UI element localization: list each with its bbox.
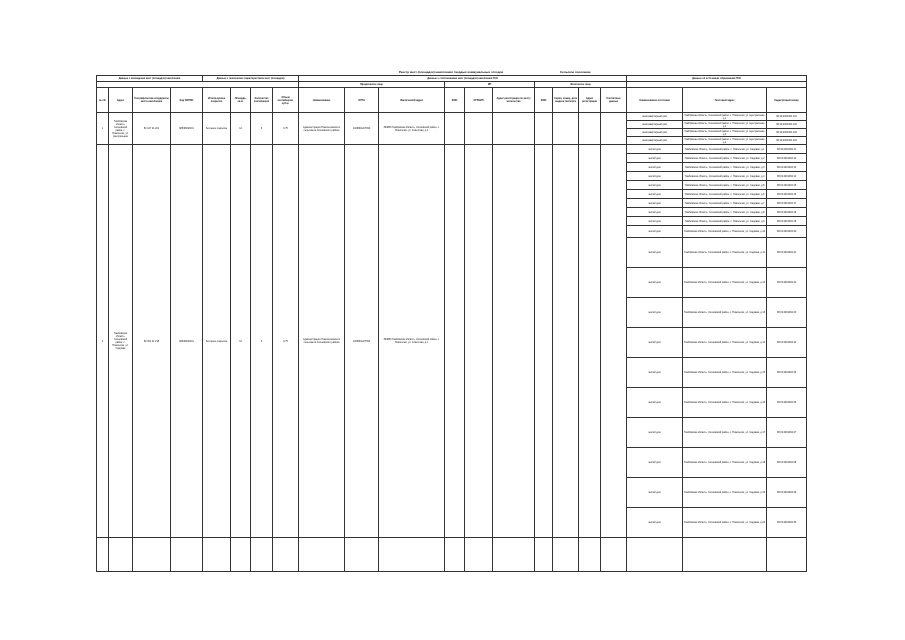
empty-cell	[553, 145, 579, 538]
source-cadastral: 68:19:2001002:18	[767, 208, 807, 217]
source-cadastral: 68:19:2001002:14	[767, 172, 807, 181]
source-name: жилой дом	[627, 199, 683, 208]
source-address: Тамбовская область, Сосновский район, с. Новоселки, ул. Садовая, д.7	[683, 199, 767, 208]
source-name: многоквартирный дом	[627, 129, 683, 137]
source-cadastral: 68:19:2001002:20	[767, 226, 807, 238]
table-row	[97, 113, 807, 121]
col-reg-address: Адрес регистрации по месту жительства	[493, 88, 535, 113]
table-row	[97, 145, 807, 154]
empty-cell	[465, 113, 493, 145]
source-cadastral: 68:19:2001002:26	[767, 388, 807, 418]
col-contacts: Контактные данные	[601, 88, 627, 113]
col-surface: Используемое покрытие	[203, 88, 231, 113]
col-containers: Количество контейнеров	[251, 88, 273, 113]
empty-cell	[601, 538, 627, 572]
col-volume: Объем контейнеров, куб.м.	[273, 88, 299, 113]
source-name: жилой дом	[627, 163, 683, 172]
col-passport: Серия, номер, дата выдачи паспорта	[553, 88, 579, 113]
empty-cell	[273, 538, 299, 572]
header-group-technical: Данные о технических характеристиках мест (площадок)	[203, 76, 299, 82]
site-name: Администрация Новоселковского сельсовета Сосновского района	[299, 113, 345, 145]
source-address: Тамбовская область, Сосновский район, с. Новоселки, ул. Садовая, д.16	[683, 388, 767, 418]
source-name: многоквартирный дом	[627, 121, 683, 129]
site-num: 1	[97, 113, 109, 145]
col-num: № п/п	[97, 88, 109, 113]
empty-cell	[683, 538, 767, 572]
source-address: Тамбовская область, Сосновский район, с. Новоселки, ул. Садовая, д.2	[683, 154, 767, 163]
col-legal-address: Фактический адрес	[379, 88, 445, 113]
empty-cell	[251, 538, 273, 572]
source-cadastral: 68:19:2001002:25	[767, 358, 807, 388]
empty-cell	[379, 538, 445, 572]
source-cadastral: 68:19:2001002:19	[767, 217, 807, 226]
col-name: Наименование	[299, 88, 345, 113]
col-area: Площадь, кв.м.	[231, 88, 251, 113]
source-name: жилой дом	[627, 181, 683, 190]
source-name: жилой дом	[627, 268, 683, 298]
source-name: жилой дом	[627, 154, 683, 163]
source-address: Тамбовская область, Сосновский район, с. Новоселки, ул. Садовая, д.9	[683, 217, 767, 226]
source-name: многоквартирный дом	[627, 137, 683, 145]
empty-cell	[203, 538, 231, 572]
empty-cell	[579, 113, 601, 145]
empty-cell	[133, 538, 171, 572]
site-surface: бетонное покрытие	[203, 113, 231, 145]
source-cadastral: 68:19:2001002:13	[767, 163, 807, 172]
site-address: Тамбовская область, Сосновский район, с. Новоселки, ул. Центральная	[109, 113, 133, 145]
source-address: Тамбовская область, Сосновский район, с. Новоселки, ул. Садовая, д.11	[683, 238, 767, 268]
col-coords: Географические координаты места накопления	[133, 88, 171, 113]
source-address: Тамбовская область, Сосновский район, с. Новоселки, ул. Садовая, д.10	[683, 226, 767, 238]
source-cadastral: 68:19:2001002:21	[767, 238, 807, 268]
source-cadastral: 68:19:2001002:29	[767, 478, 807, 508]
col-ogrn: ОГРН	[345, 88, 379, 113]
source-address: Тамбовская область, Сосновский район, с. Новоселки, ул. Садовая, д.18	[683, 448, 767, 478]
source-address: Тамбовская область, Сосновский район, с. Новоселки, ул. Центральная, д.4	[684, 137, 765, 144]
source-address: Тамбовская область, Сосновский район, с. Новоселки, ул. Садовая, д.1	[683, 145, 767, 154]
source-name: жилой дом	[627, 508, 683, 538]
empty-cell	[97, 538, 109, 572]
source-name: жилой дом	[627, 217, 683, 226]
header-group-owners: Данные о собственниках мест (площадок) накопления ТКО	[299, 76, 627, 82]
site-area: 12	[231, 113, 251, 145]
col-cadastral: Кадастровый номер	[767, 88, 807, 113]
source-address: Тамбовская область, Сосновский район, с. Новоселки, ул. Центральная, д.1	[684, 113, 765, 120]
source-cadastral: 68:19:2001002:27	[767, 418, 807, 448]
source-name: многоквартирный дом	[627, 113, 683, 121]
empty-cell	[299, 538, 345, 572]
source-address: Тамбовская область, Сосновский район, с. Новоселки, ул. Садовая, д.15	[683, 358, 767, 388]
source-cadastral: 68:19:2001001:104	[767, 137, 807, 145]
site-containers: 3	[251, 113, 273, 145]
empty-cell	[465, 145, 493, 538]
source-cadastral: 68:19:2001001:102	[767, 121, 807, 129]
empty-cell	[465, 538, 493, 572]
source-cadastral: 68:19:2001002:17	[767, 199, 807, 208]
site-surface: бетонное покрытие	[203, 145, 231, 538]
col-src-name: Наименование источника	[627, 88, 683, 113]
empty-cell	[445, 538, 465, 572]
empty-cell	[493, 113, 535, 145]
source-name: жилой дом	[627, 145, 683, 154]
site-legal-address: 393850 Тамбовская область, Сосновский район, с. Новоселки, ул. Советская, д.1	[379, 145, 445, 538]
site-ogrn: 1026801227390	[345, 113, 379, 145]
source-cadastral: 68:19:2001002:24	[767, 328, 807, 358]
empty-cell	[231, 538, 251, 572]
col-ogrnip: ОГРНИП	[465, 88, 493, 113]
source-address: Тамбовская область, Сосновский район, с. Новоселки, ул. Садовая, д.12	[683, 268, 767, 298]
empty-cell	[767, 538, 807, 572]
site-volume: 0.75	[273, 113, 299, 145]
source-name: жилой дом	[627, 418, 683, 448]
source-address: Тамбовская область, Сосновский район, с. Новоселки, ул. Садовая, д.17	[683, 418, 767, 448]
table-row-empty	[97, 538, 807, 572]
source-name: жилой дом	[627, 328, 683, 358]
empty-cell	[493, 538, 535, 572]
empty-cell	[445, 145, 465, 538]
site-legal-address: 393850 Тамбовская область, Сосновский район, с. Новоселки, ул. Советская, д.1	[379, 113, 445, 145]
header-subgroup-individual: Физическое лицо	[535, 82, 627, 88]
empty-cell	[627, 538, 683, 572]
source-address: Тамбовская область, Сосновский район, с. Новоселки, ул. Садовая, д.19	[683, 478, 767, 508]
source-address: Тамбовская область, Сосновский район, с. Новоселки, ул. Садовая, д.4	[683, 172, 767, 181]
site-area: 12	[231, 145, 251, 538]
source-name: жилой дом	[627, 208, 683, 217]
source-address: Тамбовская область, Сосновский район, с. Новоселки, ул. Садовая, д.5	[683, 181, 767, 190]
empty-cell	[445, 113, 465, 145]
source-name: жилой дом	[627, 358, 683, 388]
source-name: жилой дом	[627, 478, 683, 508]
col-okato: Код ОКТМО	[171, 88, 203, 113]
site-coords: 52.451 41.218	[133, 145, 171, 538]
site-okato: 68638448101	[171, 145, 203, 538]
source-address: Тамбовская область, Сосновский район, с. Новоселки, ул. Садовая, д.6	[683, 190, 767, 199]
source-cadastral: 68:19:2001002:15	[767, 181, 807, 190]
site-name: Администрация Новоселковского сельсовета Сосновского района	[299, 145, 345, 538]
site-containers: 3	[251, 145, 273, 538]
empty-cell	[601, 145, 627, 538]
empty-cell	[171, 538, 203, 572]
site-okato: 68638448101	[171, 113, 203, 145]
col-address: Адрес	[109, 88, 133, 113]
empty-cell	[553, 113, 579, 145]
header-group-sources: Данные об источниках образования ТКО	[627, 76, 807, 82]
site-ogrn: 1026801227390	[345, 145, 379, 538]
source-name: жилой дом	[627, 190, 683, 199]
empty-cell	[535, 538, 553, 572]
col-src-address: Почтовый адрес	[683, 88, 767, 113]
source-cadastral: 68:19:2001002:23	[767, 298, 807, 328]
source-address: Тамбовская область, Сосновский район, с. Новоселки, ул. Садовая, д.3	[683, 163, 767, 172]
col-fio2: ФИО	[535, 88, 553, 113]
source-address: Тамбовская область, Сосновский район, с. Новоселки, ул. Садовая, д.8	[683, 208, 767, 217]
source-cadastral: 68:19:2001001:101	[767, 113, 807, 121]
empty-cell	[553, 538, 579, 572]
empty-cell	[109, 538, 133, 572]
source-address: Тамбовская область, Сосновский район, с. Новоселки, ул. Центральная, д.2	[684, 121, 765, 128]
site-coords: 52.447 41.221	[133, 113, 171, 145]
source-name: жилой дом	[627, 226, 683, 238]
document-subtitle: Сельское поселение	[560, 70, 591, 74]
col-fio: ФИО	[445, 88, 465, 113]
source-cadastral: 68:19:2001002:22	[767, 268, 807, 298]
header-subgroup-legal: Юридическое лицо	[299, 82, 445, 88]
source-name: жилой дом	[627, 298, 683, 328]
registry-table	[96, 75, 807, 572]
empty-cell	[579, 538, 601, 572]
source-cadastral: 68:19:2001001:103	[767, 129, 807, 137]
header-subgroup-ip: ИП	[445, 82, 535, 88]
source-address: Тамбовская область, Сосновский район, с. Новоселки, ул. Садовая, д.14	[683, 328, 767, 358]
source-name: жилой дом	[627, 388, 683, 418]
source-name: жилой дом	[627, 238, 683, 268]
empty-cell	[535, 113, 553, 145]
empty-cell	[345, 538, 379, 572]
source-address: Тамбовская область, Сосновский район, с. Новоселки, ул. Садовая, д.13	[683, 298, 767, 328]
site-volume: 0.75	[273, 145, 299, 538]
empty-cell	[579, 145, 601, 538]
source-cadastral: 68:19:2001002:28	[767, 448, 807, 478]
source-address: Тамбовская область, Сосновский район, с. Новоселки, ул. Садовая, д.20	[683, 508, 767, 538]
source-name: жилой дом	[627, 448, 683, 478]
source-cadastral: 68:19:2001002:30	[767, 508, 807, 538]
source-address: Тамбовская область, Сосновский район, с. Новоселки, ул. Центральная, д.3	[684, 129, 765, 136]
empty-cell	[601, 113, 627, 145]
empty-cell	[535, 145, 553, 538]
empty-cell	[493, 145, 535, 538]
source-cadastral: 68:19:2001002:11	[767, 145, 807, 154]
site-address: Тамбовская область, Сосновский район, с. Новоселки, ул. Садовая	[109, 145, 133, 538]
source-name: жилой дом	[627, 172, 683, 181]
col-address2: Адрес регистрации	[579, 88, 601, 113]
header-group-location: Данные о нахождении мест (площадок) накопления	[97, 76, 203, 82]
document-title: Реестр мест (площадок) накопления твердых коммунальных отходов	[398, 70, 504, 74]
source-cadastral: 68:19:2001002:16	[767, 190, 807, 199]
source-cadastral: 68:19:2001002:12	[767, 154, 807, 163]
registry-body	[97, 113, 807, 572]
site-num: 2	[97, 145, 109, 538]
